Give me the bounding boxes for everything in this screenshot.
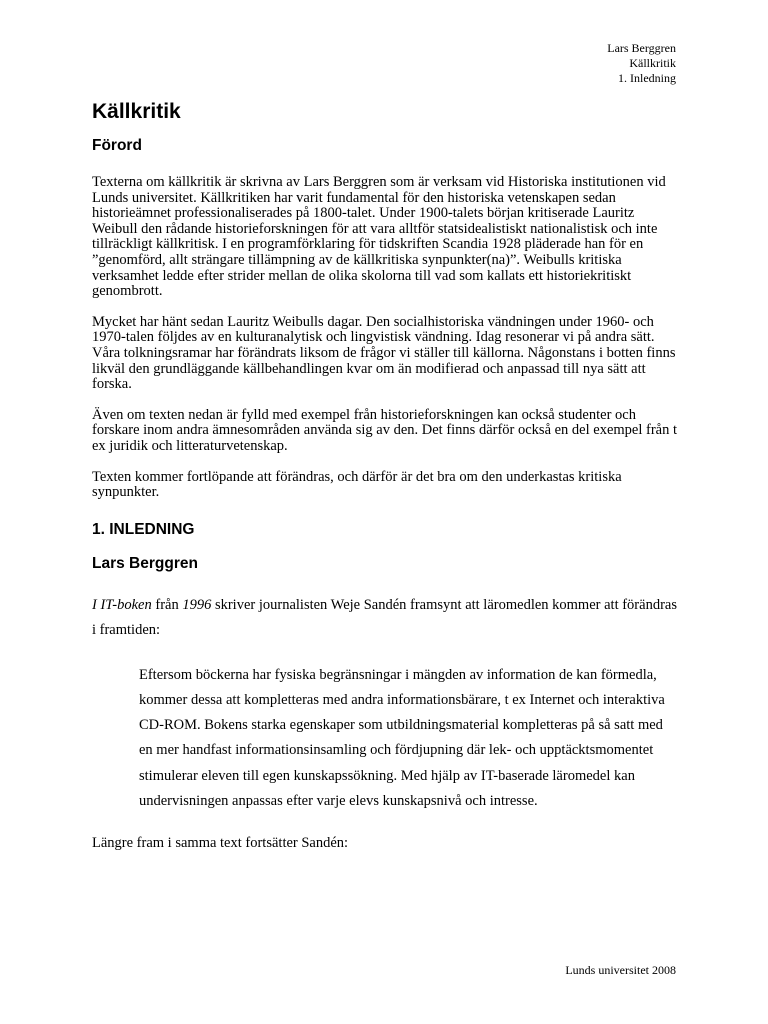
running-header: [607, 41, 676, 86]
header-subject: Källkritik: [629, 56, 676, 70]
header-author: Lars Berggren: [607, 41, 676, 55]
header-chapter: 1. Inledning: [618, 71, 676, 85]
foreword-paragraph: Texten kommer fortlöpande att förändras, och därför är det bra om den underkastas kritiska synpunkter.: [92, 468, 622, 501]
continuation-text: Längre fram i samma text fortsätter Sandén:: [92, 834, 349, 851]
document-title: Källkritik: [92, 100, 181, 123]
foreword-paragraph: Mycket har hänt sedan Lauritz Weibulls dagar. Den socialhistoriska vändningen under 1960- och 1970-talen följdes av en kulturanalytisk och lingvistisk vändning. Idag resonerar vi på andra sätt. Våra tolkningsramar har förändrats liksom de frågor vi ställer till källorna. Någonstans i botten finns likväl den grundläggande källbehandlingen kvar om än modifierad och anpassad till nya sätt att forska.: [92, 313, 676, 393]
intro-text: skriver journalisten Weje Sandén framsynt att läromedlen kommer att förändras i framtiden:: [92, 596, 677, 638]
document-body: [92, 96, 682, 852]
intro-from: från: [151, 596, 183, 613]
foreword-paragraph: Texterna om källkritik är skrivna av Lars Berggren som är verksam vid Historiska institutionen vid Lunds universitet. Källkritiken har varit fundamental för den historiska vetenskapen sedan historieämnet professionaliserades på 1800-talet. Under 1900-talets början kritiserade Lauritz Weibull den rådande historieforskningen för att vara alltför statsidealistiskt nationalistisk och inte tillräckligt källkritisk. I en programförklaring för tidskriften Scandia 1928 pläderade han för en ”genomförd, allt strängare tillämpning av de källkritiska synpunkter(na)”. Weibulls kritiska verksamhet ledde efter strider mellan de olika skolorna till vad som kallats ett historiekritiskt genombrott.: [92, 174, 666, 300]
foreword-heading: Förord: [92, 137, 142, 154]
block-quote: Eftersom böckerna har fysiska begränsningar i mängden av information de kan förmedla, kommer dessa att kompletteras med andra informationsbärare, t ex Internet och interaktiva CD-ROM. Bokens starka egenskaper som utbildningsmaterial kompletteras på så satt med en mer handfast informationsinsamling och fördjupning där lek- och upptäcktsmomentet stimulerar eleven till egen kunskapssökning. Med hjälp av IT-baserade läromedel kan undervisningen anpassas efter varje elevs kunskapsnivå och intresse.: [139, 666, 665, 809]
chapter-author: Lars Berggren: [92, 554, 198, 572]
page-footer: Lunds universitet 2008: [565, 963, 676, 977]
chapter-heading: 1. INLEDNING: [92, 520, 195, 538]
intro-paragraph: [92, 593, 682, 643]
foreword-paragraph: Även om texten nedan är fylld med exempel från historieforskningen kan också studenter och forskare inom andra ämnesområden använda sig av den. Det finns därför också en del exempel från t ex juridik och litteraturvetenskap.: [92, 406, 678, 454]
book-year: 1996: [182, 596, 212, 613]
book-title: I IT-boken: [92, 596, 152, 613]
